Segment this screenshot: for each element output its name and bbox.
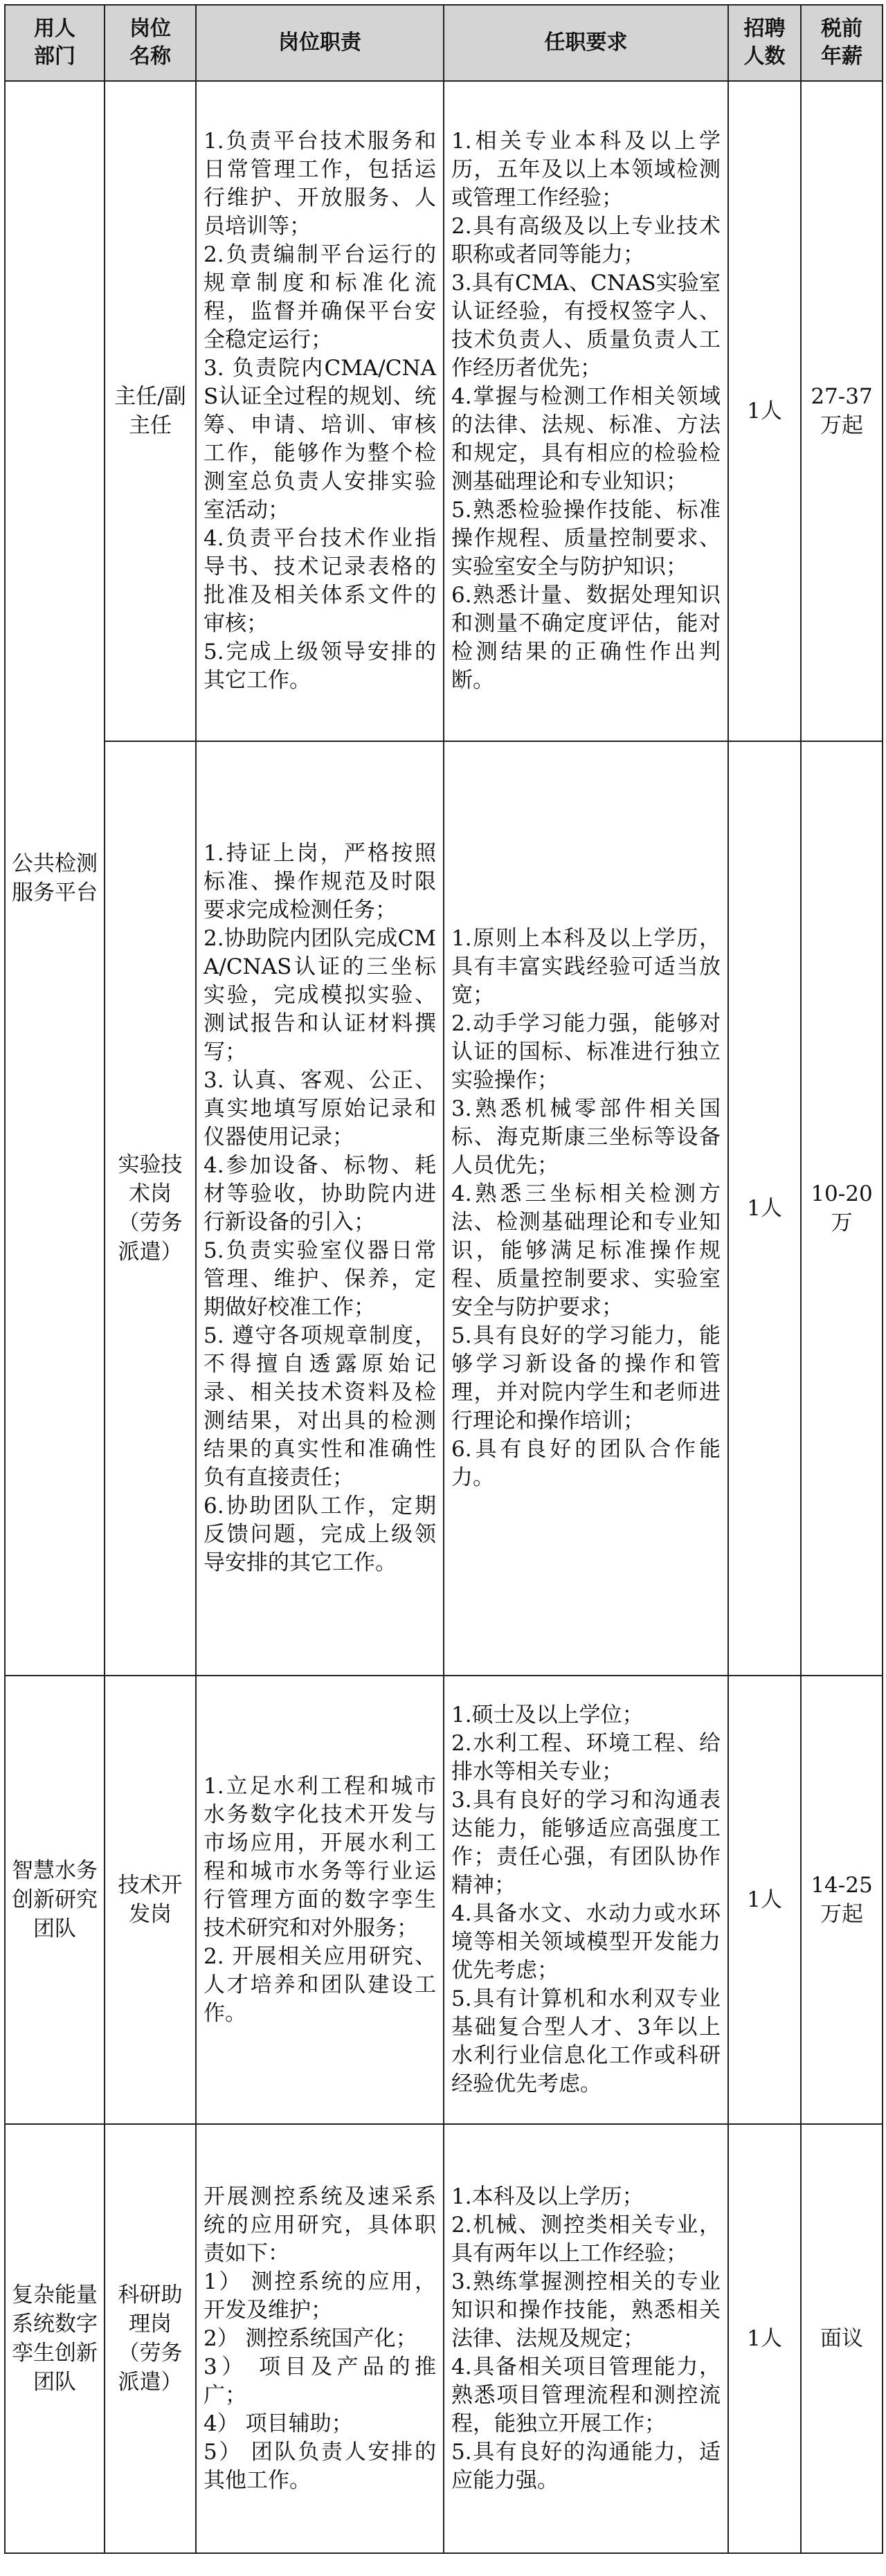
table-row <box>5 2124 883 2553</box>
header-row <box>5 5 883 81</box>
requirements-cell: 1.本科及以上学历； 2.机械、测控类相关专业，具有两年以上工作经验； 3.熟练掌握测控相关的专业知识和操作技能，熟悉相关法律、法规及规定； 4.具备相关项目管理能力，熟悉项目管理流程和测控流程，能独立开展工作； 5.具有良好的沟通能力，适应能力强。 <box>444 2124 728 2553</box>
table-row <box>5 1676 883 2124</box>
header-department: 用人 部门 <box>5 5 105 81</box>
salary-cell: 27-37万起 <box>801 81 883 741</box>
header-duties: 岗位职责 <box>196 5 444 81</box>
department-cell: 复杂能量系统数字孪生创新团队 <box>5 2124 105 2553</box>
requirements-cell: 1.相关专业本科及以上学历，五年及以上本领域检测或管理工作经验； 2.具有高级及以上专业技术职称或者同等能力； 3.具有CMA、CNAS实验室认证经验，有授权签字人、技术负责人、质量负责人工作经历者优先； 4.掌握与检测工作相关领域的法律、法规、标准、方法和规定，具有相应的检验检测基础理论和专业知识； 5.熟悉检验操作技能、标准操作规程、质量控制要求、实验室安全与防护知识； 6.熟悉计量、数据处理知识和测量不确定度评估，能对检测结果的正确性作出判断。 <box>444 81 728 741</box>
table-row <box>5 81 883 741</box>
requirements-cell: 1.原则上本科及以上学历，具有丰富实践经验可适当放宽； 2.动手学习能力强，能够对认证的国标、标准进行独立实验操作； 3.熟悉机械零部件相关国标、海克斯康三坐标等设备人员优先； 4.熟悉三坐标相关检测方法、检测基础理论和专业知识，能够满足标准操作规程、质量控制要求、实验室安全与防护要求； 5.具有良好的学习能力，能够学习新设备的操作和管理，并对院内学生和老师进行理论和操作培训； 6.具有良好的团队合作能力。 <box>444 741 728 1676</box>
recruitment-table <box>4 4 883 2554</box>
requirements-cell: 1.硕士及以上学位； 2.水利工程、环境工程、给排水等相关专业； 3.具有良好的学习和沟通表达能力，能够适应高强度工作；责任心强，有团队协作精神； 4.具备水文、水动力或水环境等相关领域模型开发能力优先考虑； 5.具有计算机和水利双专业基础复合型人才、3年以上水利行业信息化工作或科研经验优先考虑。 <box>444 1676 728 2124</box>
header-salary: 税前 年薪 <box>801 5 883 81</box>
duties-cell: 1.负责平台技术服务和日常管理工作，包括运行维护、开放服务、人员培训等； 2.负责编制平台运行的规章制度和标准化流程，监督并确保平台安全稳定运行； 3. 负责院内CMA/CNAS认证全过程的规划、统筹、申请、培训、审核工作，能够作为整个检测室总负责人安排实验室活动； 4.负责平台技术作业指导书、技术记录表格的批准及相关体系文件的审核； 5.完成上级领导安排的其它工作。 <box>196 81 444 741</box>
table-row <box>5 741 883 1676</box>
headcount-cell: 1人 <box>728 741 801 1676</box>
salary-cell: 10-20万 <box>801 741 883 1676</box>
duties-cell: 开展测控系统及速采系统的应用研究，具体职责如下： 1） 测控系统的应用，开发及维护； 2） 测控系统国产化； 3） 项目及产品的推广； 4） 项目辅助； 5） 团队负责人安排的其他工作。 <box>196 2124 444 2553</box>
headcount-cell: 1人 <box>728 2124 801 2553</box>
header-requirements: 任职要求 <box>444 5 728 81</box>
headcount-cell: 1人 <box>728 1676 801 2124</box>
salary-cell: 面议 <box>801 2124 883 2553</box>
position-title: 技术开发岗 <box>105 1676 196 2124</box>
salary-cell: 14-25万起 <box>801 1676 883 2124</box>
position-title: 科研助理岗（劳务派遣） <box>105 2124 196 2553</box>
header-position: 岗位 名称 <box>105 5 196 81</box>
headcount-cell: 1人 <box>728 81 801 741</box>
duties-cell: 1.立足水利工程和城市水务数字化技术开发与市场应用，开展水利工程和城市水务等行业运行管理方面的数字孪生技术研究和对外服务； 2. 开展相关应用研究、人才培养和团队建设工作。 <box>196 1676 444 2124</box>
header-headcount: 招聘 人数 <box>728 5 801 81</box>
position-title: 主任/副主任 <box>105 81 196 741</box>
duties-cell: 1.持证上岗，严格按照标准、操作规范及时限要求完成检测任务； 2.协助院内团队完成CMA/CNAS认证的三坐标实验，完成模拟实验、测试报告和认证材料撰写； 3. 认真、客观、公正、真实地填写原始记录和仪器使用记录； 4.参加设备、标物、耗材等验收，协助院内进行新设备的引入； 5.负责实验室仪器日常管理、维护、保养，定期做好校准工作； 5. 遵守各项规章制度，不得擅自透露原始记录、相关技术资料及检测结果，对出具的检测结果的真实性和准确性负有直接责任； 6.协助团队工作，定期反馈问题，完成上级领导安排的其它工作。 <box>196 741 444 1676</box>
department-cell: 智慧水务创新研究团队 <box>5 1676 105 2124</box>
department-cell: 公共检测服务平台 <box>5 81 105 1676</box>
position-title: 实验技术岗（劳务派遣） <box>105 741 196 1676</box>
